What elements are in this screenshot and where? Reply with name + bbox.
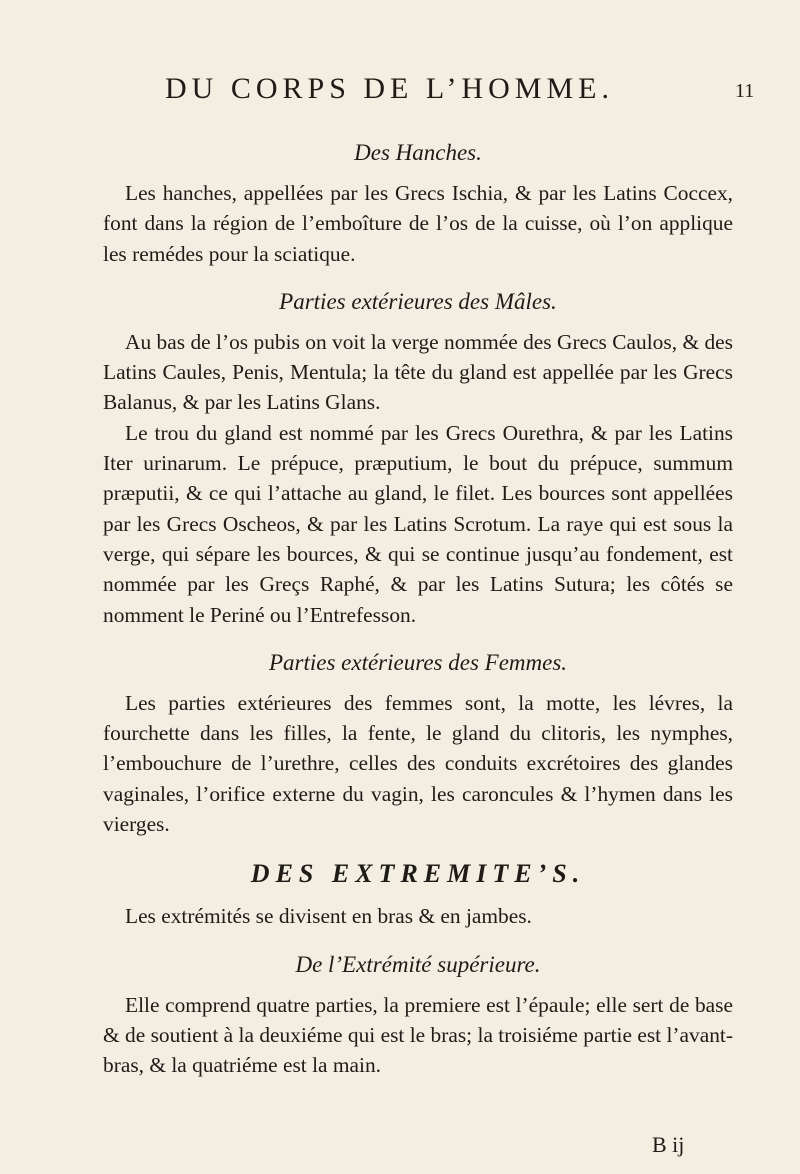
page-number: 11 bbox=[735, 80, 755, 102]
paragraph: Elle comprend quatre parties, la premiere est l’épaule; elle sert de base & de soutient à la deuxiéme qui est le bras; la troisiéme partie est l’avant-bras, & la quatriéme est la main. bbox=[103, 992, 733, 1078]
section-heading: Des Hanches. bbox=[354, 140, 482, 165]
signature-mark: B ij bbox=[652, 1132, 685, 1157]
paragraph: Les parties extérieures des femmes sont, la motte, les lévres, la fourchette dans les filles, la fente, le gland du clitoris, les nymphes, l’embouchure de l’urethre, celles des conduits excrétoires des glandes vaginales, l’orifice externe du vagin, les caroncules & l’hymen dans les vierges. bbox=[103, 690, 733, 837]
paragraph: Le trou du gland est nommé par les Grecs Ourethra, & par les Latins Iter urinarum. Le prépuce, præputium, le bout du prépuce, summum præputii, & ce qui l’attache au gland, le filet. Les bources sont appellées par les Grecs Oscheos, & par les Latins Scrotum. La raye qui est sous la verge, qui sépare les bources, & qui se continue jusqu’au fondement, est nommée par les Greçs Raphé, & par les Latins Sutura; les côtés se nomment le Periné ou l’Entrefesson. bbox=[103, 420, 733, 627]
paragraph: Les hanches, appellées par les Grecs Ischia, & par les Latins Coccex, font dans la région de l’emboîture de l’os de la cuisse, où l’on applique les remédes pour la sciatique. bbox=[103, 181, 733, 266]
running-title: DU CORPS DE L’HOMME. bbox=[165, 72, 614, 105]
paragraph: Les extrémités se divisent en bras & en jambes. bbox=[125, 904, 532, 929]
body-text bbox=[103, 140, 733, 1081]
section-heading: Parties extérieures des Mâles. bbox=[279, 288, 557, 314]
section-heading: Parties extérieures des Femmes. bbox=[268, 649, 568, 675]
chapter-heading: DES EXTREMITE’S. bbox=[250, 859, 586, 889]
paragraph: Au bas de l’os pubis on voit la verge nommée des Grecs Caulos, & des Latins Caules, Penis, Mentula; la tête du gland est appellée par les Grecs Balanus, & par les Latins Glans. bbox=[103, 329, 733, 415]
section-heading: De l’Extrémité supérieure. bbox=[295, 951, 541, 977]
